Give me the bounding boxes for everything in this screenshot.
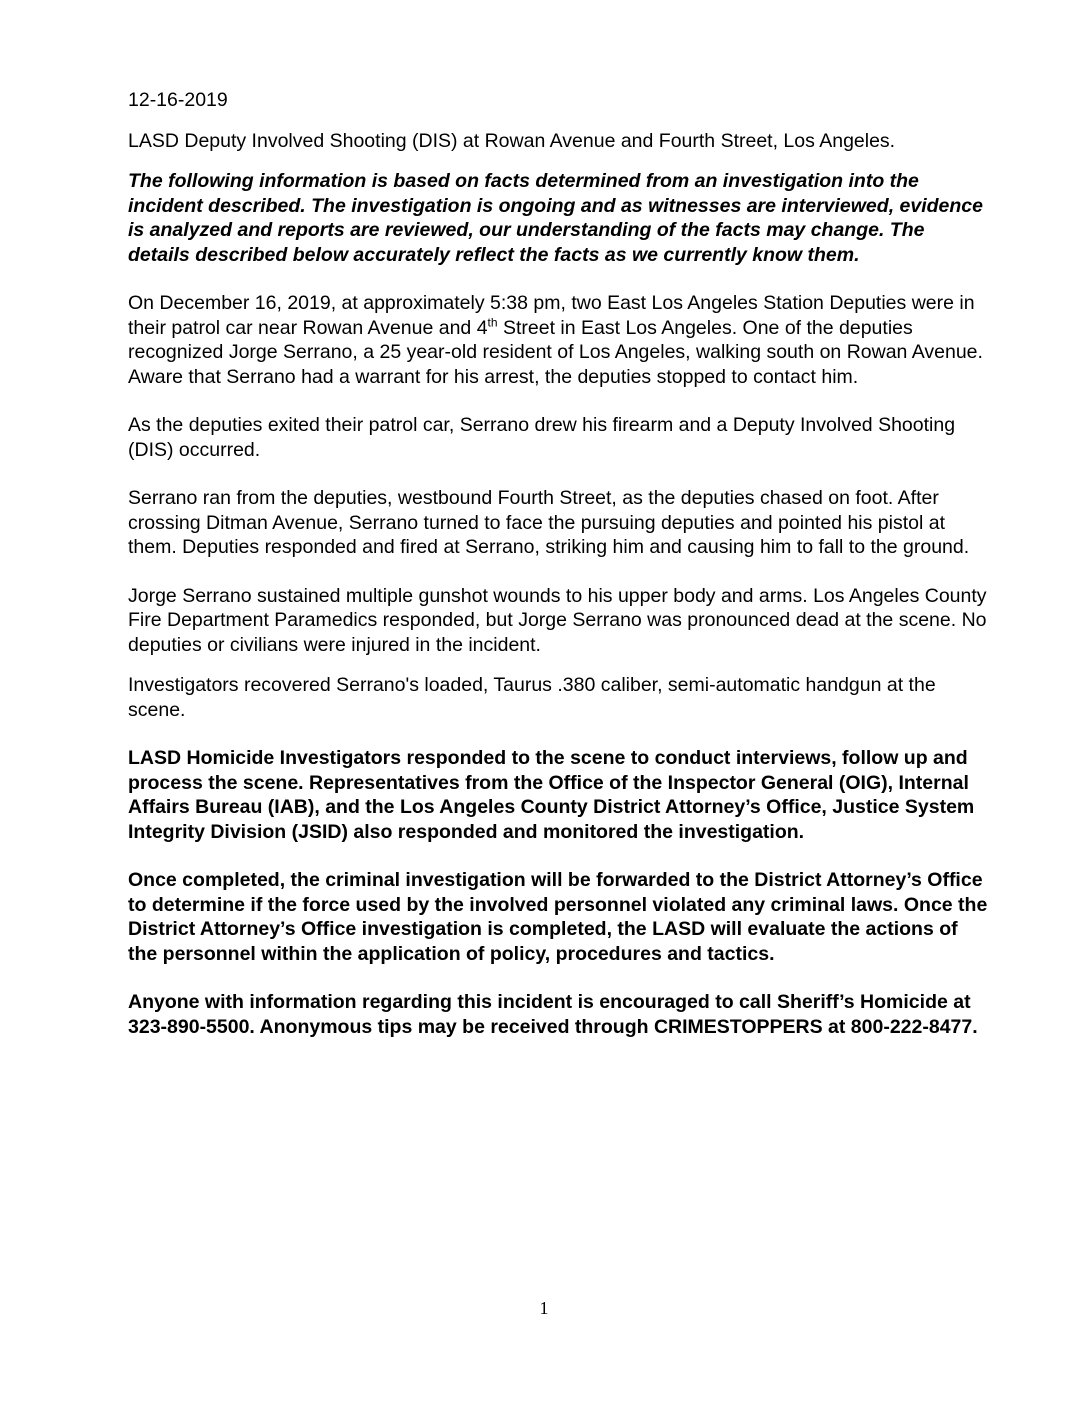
evidence-paragraph: Investigators recovered Serrano's loaded, Taurus .380 caliber, semi-automatic handgun at the scene. [128, 674, 936, 721]
ordinal-suffix: th [487, 315, 498, 329]
document-body [128, 88, 988, 1063]
incident-text-end: Street in East Los Angeles. One of the deputies recognized Jorge Serrano, a 25 year-old resident of Los Angeles, walking south on Rowan Avenue. Aware that Serrano had a warrant for his arrest, the deputies stopped to contact him. [128, 316, 983, 388]
document-date: 12-16-2019 [128, 89, 228, 111]
injuries-paragraph: Jorge Serrano sustained multiple gunshot wounds to his upper body and arms. Los Angeles County Fire Department Paramedics responded, but Jorge Serrano was pronounced dead at the scene. No deputies or civilians were injured in the incident. [128, 584, 987, 656]
review-paragraph: Once completed, the criminal investigation will be forwarded to the District Attorney’s Office to determine if the force used by the involved personnel violated any criminal laws. Once the District Attorney’s Office investigation is completed, the LASD will evaluate the actions of the personnel within the application of policy, procedures and tactics. [128, 869, 988, 965]
contact-paragraph: Anyone with information regarding this incident is encouraged to call Sheriff’s Homicide at 323-890-5500. Anonymous tips may be received through CRIMESTOPPERS at 800-222-8477. [128, 991, 978, 1038]
investigation-paragraph: LASD Homicide Investigators responded to the scene to conduct interviews, follow up and process the scene. Representatives from the Office of the Inspector General (OIG), Internal Affairs Bureau (IAB), and the Los Angeles County District Attorney’s Office, Justice System Integrity Division (JSID) also responded and monitored the investigation. [128, 747, 975, 843]
incident-text-start: On December 16, 2019, at approximately 5:38 pm, two East Los Angeles Station Deputies were in their patrol car near Rowan Avenue and 4 [128, 292, 975, 339]
shooting-paragraph: As the deputies exited their patrol car, Serrano drew his firearm and a Deputy Involved Shooting (DIS) occurred. [128, 414, 956, 461]
incident-paragraph [128, 291, 988, 389]
disclaimer-paragraph: The following information is based on facts determined from an investigation into the incident described. The investigation is ongoing and as witnesses are interviewed, evidence is analyzed and reports are reviewed, our understanding of the facts may change. The details described below accurately reflect the facts as we currently know them. [128, 170, 983, 266]
document-title: LASD Deputy Involved Shooting (DIS) at Rowan Avenue and Fourth Street, Los Angeles. [128, 129, 896, 152]
pursuit-paragraph: Serrano ran from the deputies, westbound Fourth Street, as the deputies chased on foot. After crossing Ditman Avenue, Serrano turned to face the pursuing deputies and pointed his pistol at them. Deputies responded and fired at Serrano, striking him and causing him to fall to the ground. [128, 487, 970, 558]
page-number: 1 [539, 1298, 549, 1318]
